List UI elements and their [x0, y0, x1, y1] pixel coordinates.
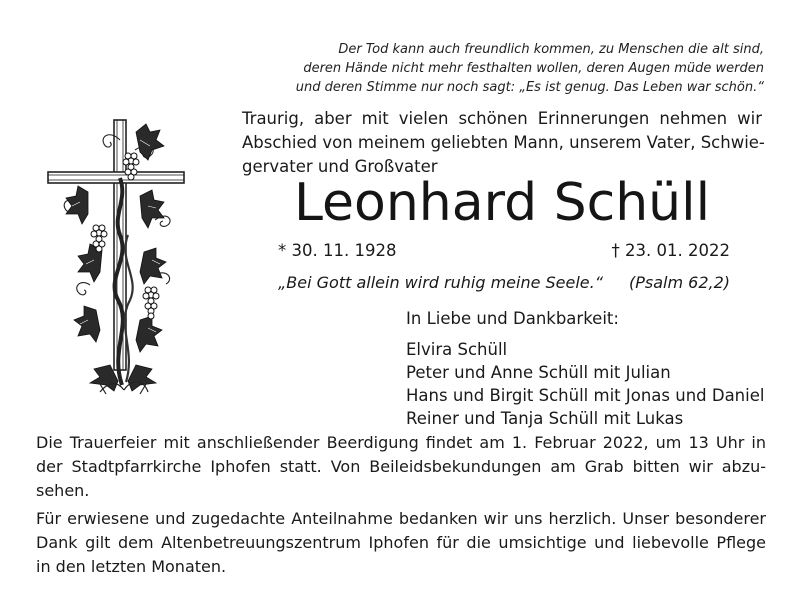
quote-reference: (Psalm 62,2) [628, 273, 730, 292]
thanks-line: Für erwiesene und zugedachte Anteilnahme bedanken wir uns herzlich. Unser besonderer [36, 509, 766, 528]
motto-line: Der Tod kann auch freundlich kommen, zu Menschen die alt sind, [338, 42, 764, 57]
funeral-line: Die Trauerfeier mit anschließender Beerdigung findet am 1. Februar 2022, um 13 Uhr in [36, 433, 766, 452]
intro-line: gervater und Großvater [242, 157, 438, 176]
thanks-line: in den letzten Monaten. [36, 557, 227, 576]
intro-line: Traurig, aber mit vielen schönen Erinnerungen nehmen wir [242, 109, 762, 128]
intro-text [242, 107, 765, 179]
quote-text: „Bei Gott allein wird ruhig meine Seele.“ [278, 273, 604, 292]
funeral-line: sehen. [36, 481, 90, 500]
intro-line: Abschied von meinem geliebten Mann, unserem Vater, Schwie- [242, 133, 765, 152]
funeral-line: der Stadtpfarrkirche Iphofen statt. Von Beileidsbekundungen am Grab bitten wir abzu- [36, 457, 766, 476]
bible-quote [278, 272, 730, 294]
thanks-paragraph [36, 507, 766, 579]
mourners-list [406, 307, 786, 430]
motto-line: deren Hände nicht mehr festhalten wollen, deren Augen müde werden [303, 61, 764, 76]
death-date: † 23. 01. 2022 [611, 241, 730, 260]
thanks-line: Dank gilt dem Altenbetreuungszentrum Iphofen für die umsichtige und liebevolle Pflege [36, 533, 766, 552]
notice-body [36, 431, 766, 583]
mourner-name: Peter und Anne Schüll mit Julian [406, 363, 671, 382]
deceased-name: Leonhard Schüll [293, 173, 711, 233]
mourner-name: Elvira Schüll [406, 340, 508, 359]
birth-date: * 30. 11. 1928 [278, 241, 397, 260]
mourner-name: Reiner und Tanja Schüll mit Lukas [406, 409, 684, 428]
motto-poem [244, 40, 764, 97]
cross-with-vine-icon [40, 110, 200, 400]
mourners-heading: In Liebe und Dankbarkeit: [406, 309, 619, 328]
funeral-paragraph [36, 431, 766, 503]
motto-line: und deren Stimme nur noch sagt: „Es ist genug. Das Leben war schön.“ [295, 80, 764, 95]
mourner-name: Hans und Birgit Schüll mit Jonas und Daniel [406, 386, 765, 405]
